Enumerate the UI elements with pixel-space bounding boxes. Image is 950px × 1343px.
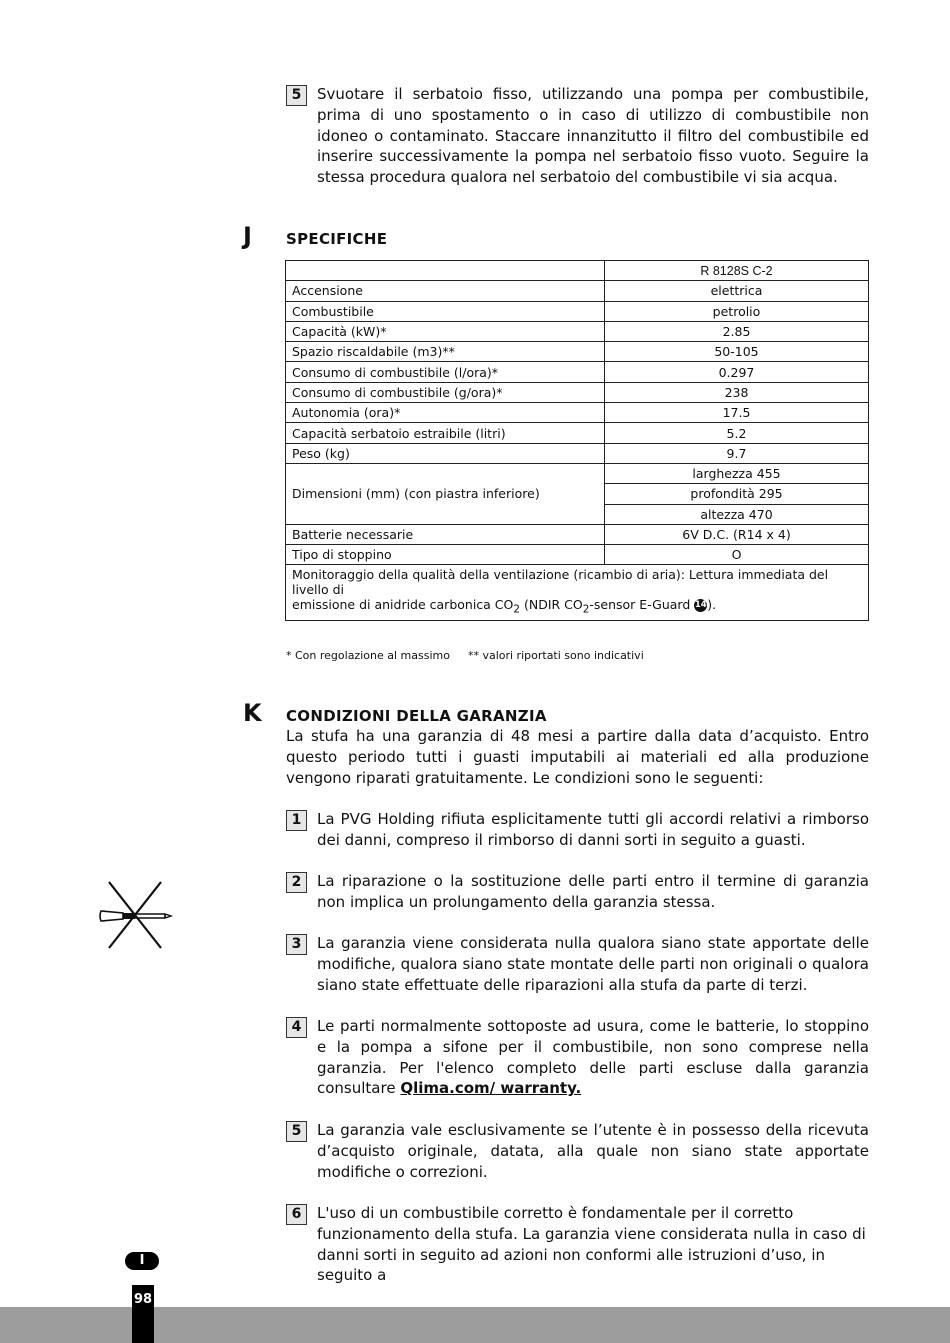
warranty-item-text: La garanzia vale esclusivamente se l’utente è in possesso della ricevuta d’acquisto originale, datata, alla quale non siano state apportate modifiche o correzioni. xyxy=(317,1121,869,1181)
warranty-item-text: L'uso di un combustibile corretto è fondamentale per il corretto funzionamento della stufa. La garanzia viene considerata nulla in caso di danni sorti in seguito ad azioni non conformi alle istruzioni d’uso, in seguito a xyxy=(317,1204,866,1285)
spec-value: elettrica xyxy=(605,281,869,301)
spec-label: Capacità (kW)* xyxy=(286,321,605,341)
page-number: 98 xyxy=(133,1292,153,1307)
table-row xyxy=(286,403,869,423)
table-row xyxy=(286,281,869,301)
spec-value-height: altezza 470 xyxy=(605,504,869,524)
table-header-empty xyxy=(286,261,605,281)
note-sub-1: 2 xyxy=(513,603,520,616)
table-row xyxy=(286,382,869,402)
note-line-2d: ). xyxy=(707,597,717,613)
note-line-2c: -sensor E-Guard xyxy=(589,597,695,613)
spec-label: Consumo di combustibile (g/ora)* xyxy=(286,382,605,402)
warranty-item-text: Le parti normalmente sottoposte ad usura, come le batterie, lo stoppino e la pompa a sifone per il combustibile, non sono comprese nella garanzia. Per l'elenco completo delle parti escluse dalla garanzia consultare xyxy=(317,1017,869,1098)
spec-value: 0.297 xyxy=(605,362,869,382)
footnote-2: ** valori riportati sono indicativi xyxy=(467,649,644,662)
table-row xyxy=(286,443,869,463)
table-row xyxy=(286,524,869,544)
spec-value: 17.5 xyxy=(605,403,869,423)
spec-label: Combustibile xyxy=(286,301,605,321)
ventilation-note xyxy=(286,565,869,621)
spec-label: Consumo di combustibile (l/ora)* xyxy=(286,362,605,382)
section-title-garanzia: CONDIZIONI DELLA GARANZIA xyxy=(286,707,547,725)
footnote-1: * Con regolazione al massimo xyxy=(286,649,450,662)
spec-label: Peso (kg) xyxy=(286,443,605,463)
table-row xyxy=(286,545,869,565)
spec-value: 50-105 xyxy=(605,342,869,362)
warranty-link[interactable]: Qlima.com/ warranty. xyxy=(400,1079,582,1098)
spec-value: 2.85 xyxy=(605,321,869,341)
model-name: R 8128S C-2 xyxy=(605,261,869,281)
spec-value: O xyxy=(605,545,869,565)
table-row xyxy=(286,321,869,341)
spec-value-width: larghezza 455 xyxy=(605,463,869,483)
spec-value: 5.2 xyxy=(605,423,869,443)
table-row xyxy=(286,565,869,621)
table-row xyxy=(286,301,869,321)
step-number-5: 5 xyxy=(286,85,307,106)
table-row xyxy=(286,362,869,382)
language-badge: I xyxy=(125,1252,159,1270)
spec-value: 238 xyxy=(605,382,869,402)
step-text-5: Svuotare il serbatoio fisso, utilizzando una pompa per combustibile, prima di uno spostamento o in caso di utilizzo di combustibile non idoneo o contaminato. Staccare innanzitutto il filtro del combustibile ed inserire successivamente la pompa nel serbatoio fisso vuoto. Seguire la stessa procedura qualora nel serbatoio del combustibile vi sia acqua. xyxy=(317,85,869,187)
spec-value: 9.7 xyxy=(605,443,869,463)
section-letter-j: J xyxy=(243,222,252,250)
crossed-screwdriver-icon xyxy=(97,878,175,952)
warranty-item-number: 2 xyxy=(286,872,307,893)
spec-label-dimensions: Dimensioni (mm) (con piastra inferiore) xyxy=(286,463,605,524)
warranty-item-number: 5 xyxy=(286,1121,307,1142)
warranty-item-number: 3 xyxy=(286,934,307,955)
spec-label: Batterie necessarie xyxy=(286,524,605,544)
table-row xyxy=(286,342,869,362)
note-line-2b: (NDIR CO xyxy=(520,597,583,613)
spec-label: Accensione xyxy=(286,281,605,301)
warranty-item-number: 4 xyxy=(286,1017,307,1038)
note-sub-2: 2 xyxy=(582,603,590,616)
warranty-item-text: La PVG Holding rifiuta esplicitamente tutti gli accordi relativi a rimborso dei danni, compreso il rimborso di danni sorti in seguito a guasti. xyxy=(317,810,869,849)
warranty-item-4 xyxy=(317,1016,869,1099)
spec-value: petrolio xyxy=(605,301,869,321)
spec-label: Tipo di stoppino xyxy=(286,545,605,565)
circled-number-icon: 14 xyxy=(694,600,707,611)
footnotes xyxy=(286,649,644,662)
table-row xyxy=(286,463,869,483)
note-line-1: Monitoraggio della qualità della ventilazione (ricambio di aria): Lettura immediata del livello di xyxy=(292,567,829,598)
spec-value-depth: profondità 295 xyxy=(605,484,869,504)
spec-table xyxy=(285,260,869,621)
spec-label: Autonomia (ora)* xyxy=(286,403,605,423)
table-row xyxy=(286,423,869,443)
warranty-item-text: La riparazione o la sostituzione delle parti entro il termine di garanzia non implica un prolungamento della garanzia stessa. xyxy=(317,872,869,911)
warranty-intro: La stufa ha una garanzia di 48 mesi a partire dalla data d’acquisto. Entro questo periodo tutti i guasti imputabili ai materiali ed alla produzione vengono riparati gratuitamente. Le condizioni sono le seguenti: xyxy=(286,727,869,787)
table-row xyxy=(286,261,869,281)
spec-label: Spazio riscaldabile (m3)** xyxy=(286,342,605,362)
warranty-item-number: 1 xyxy=(286,810,307,831)
warranty-item-text: La garanzia viene considerata nulla qualora siano state apportate delle modifiche, qualora siano state montate delle parti non originali o qualora siano state effettuate delle riparazioni alla stufa da parte di terzi. xyxy=(317,934,869,994)
section-letter-k: K xyxy=(243,699,262,727)
spec-label: Capacità serbatoio estraibile (litri) xyxy=(286,423,605,443)
spec-value: 6V D.C. (R14 x 4) xyxy=(605,524,869,544)
warranty-item-number: 6 xyxy=(286,1204,307,1225)
note-line-2a: emissione di anidride carbonica CO xyxy=(292,597,514,613)
section-title-specifiche: SPECIFICHE xyxy=(286,230,388,248)
